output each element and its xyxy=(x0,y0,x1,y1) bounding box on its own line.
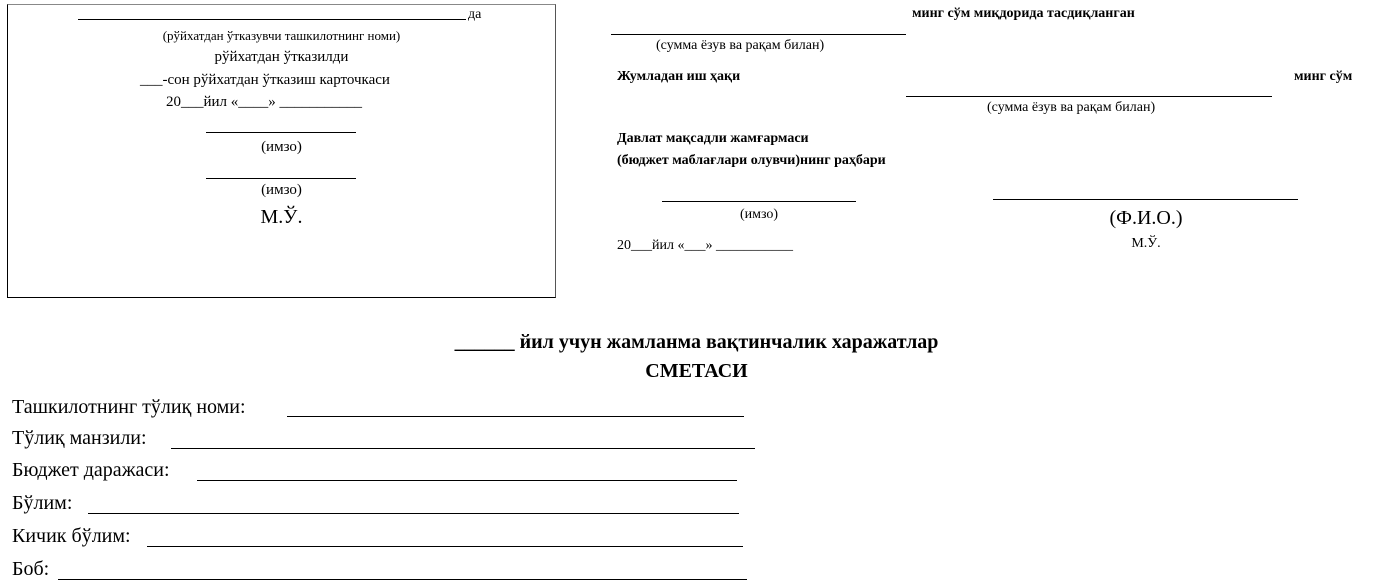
field-subsection-line[interactable] xyxy=(147,546,743,547)
head-title-line2: (бюджет маблағлари олувчи)нинг раҳбари xyxy=(617,153,886,168)
document-title: ______ йил учун жамланма вақтинчалик харажатлар xyxy=(454,331,939,353)
org-name-line xyxy=(78,19,466,20)
field-full-address-line[interactable] xyxy=(171,448,755,449)
amount-caption-1: (сумма ёзув ва рақам билан) xyxy=(656,38,825,53)
signature-caption-1: (имзо) xyxy=(261,139,302,155)
document-subtitle: СМЕТАСИ xyxy=(645,360,748,382)
head-signature-caption: (имзо) xyxy=(739,207,779,222)
including-salary-text: Жумладан иш ҳақи xyxy=(617,69,741,84)
head-fio-line xyxy=(993,199,1298,200)
field-chapter-label: Боб: xyxy=(12,558,50,580)
approved-amount-text: минг сўм миқдорида тасдиқланган xyxy=(912,6,1135,21)
field-org-full-name-label: Ташкилотнинг тўлиқ номи: xyxy=(12,396,246,418)
suffix-da: да xyxy=(468,7,482,22)
registration-box xyxy=(7,4,556,298)
thousand-sum-text: минг сўм xyxy=(1294,69,1353,84)
field-section-label: Бўлим: xyxy=(12,492,73,514)
field-subsection-label: Кичик бўлим: xyxy=(12,525,131,547)
field-chapter-line[interactable] xyxy=(58,579,747,580)
field-budget-level-label: Бюджет даражаси: xyxy=(12,459,170,481)
approval-date-line: 20___йил «___» ___________ xyxy=(617,238,793,253)
amount-caption-2: (сумма ёзув ва рақам билан) xyxy=(987,100,1156,115)
signature-line-2 xyxy=(206,178,356,179)
field-budget-level-line[interactable] xyxy=(197,480,737,481)
head-fio-caption: (Ф.И.О.) xyxy=(1109,207,1183,229)
field-full-address-label: Тўлиқ манзили: xyxy=(12,427,147,449)
head-title-line1: Давлат мақсадли жамғармаси xyxy=(617,131,809,146)
signature-line-1 xyxy=(206,132,356,133)
registration-date-line: 20___йил «____» ___________ xyxy=(166,94,363,110)
org-name-caption: (рўйхатдан ўтказувчи ташкилотнинг номи) xyxy=(162,28,401,43)
registered-text: рўйхатдан ўтказилди xyxy=(214,49,349,65)
registration-seal: М.Ў. xyxy=(260,206,303,228)
card-number-text: ___-сон рўйхатдан ўтказиш карточкаси xyxy=(140,72,390,88)
field-section-line[interactable] xyxy=(88,513,739,514)
head-signature-line xyxy=(662,201,856,202)
signature-caption-2: (имзо) xyxy=(261,182,302,198)
field-org-full-name-line[interactable] xyxy=(287,416,744,417)
approval-seal: М.Ў. xyxy=(1131,236,1161,251)
salary-amount-line xyxy=(906,96,1272,97)
approved-amount-line xyxy=(611,34,906,35)
